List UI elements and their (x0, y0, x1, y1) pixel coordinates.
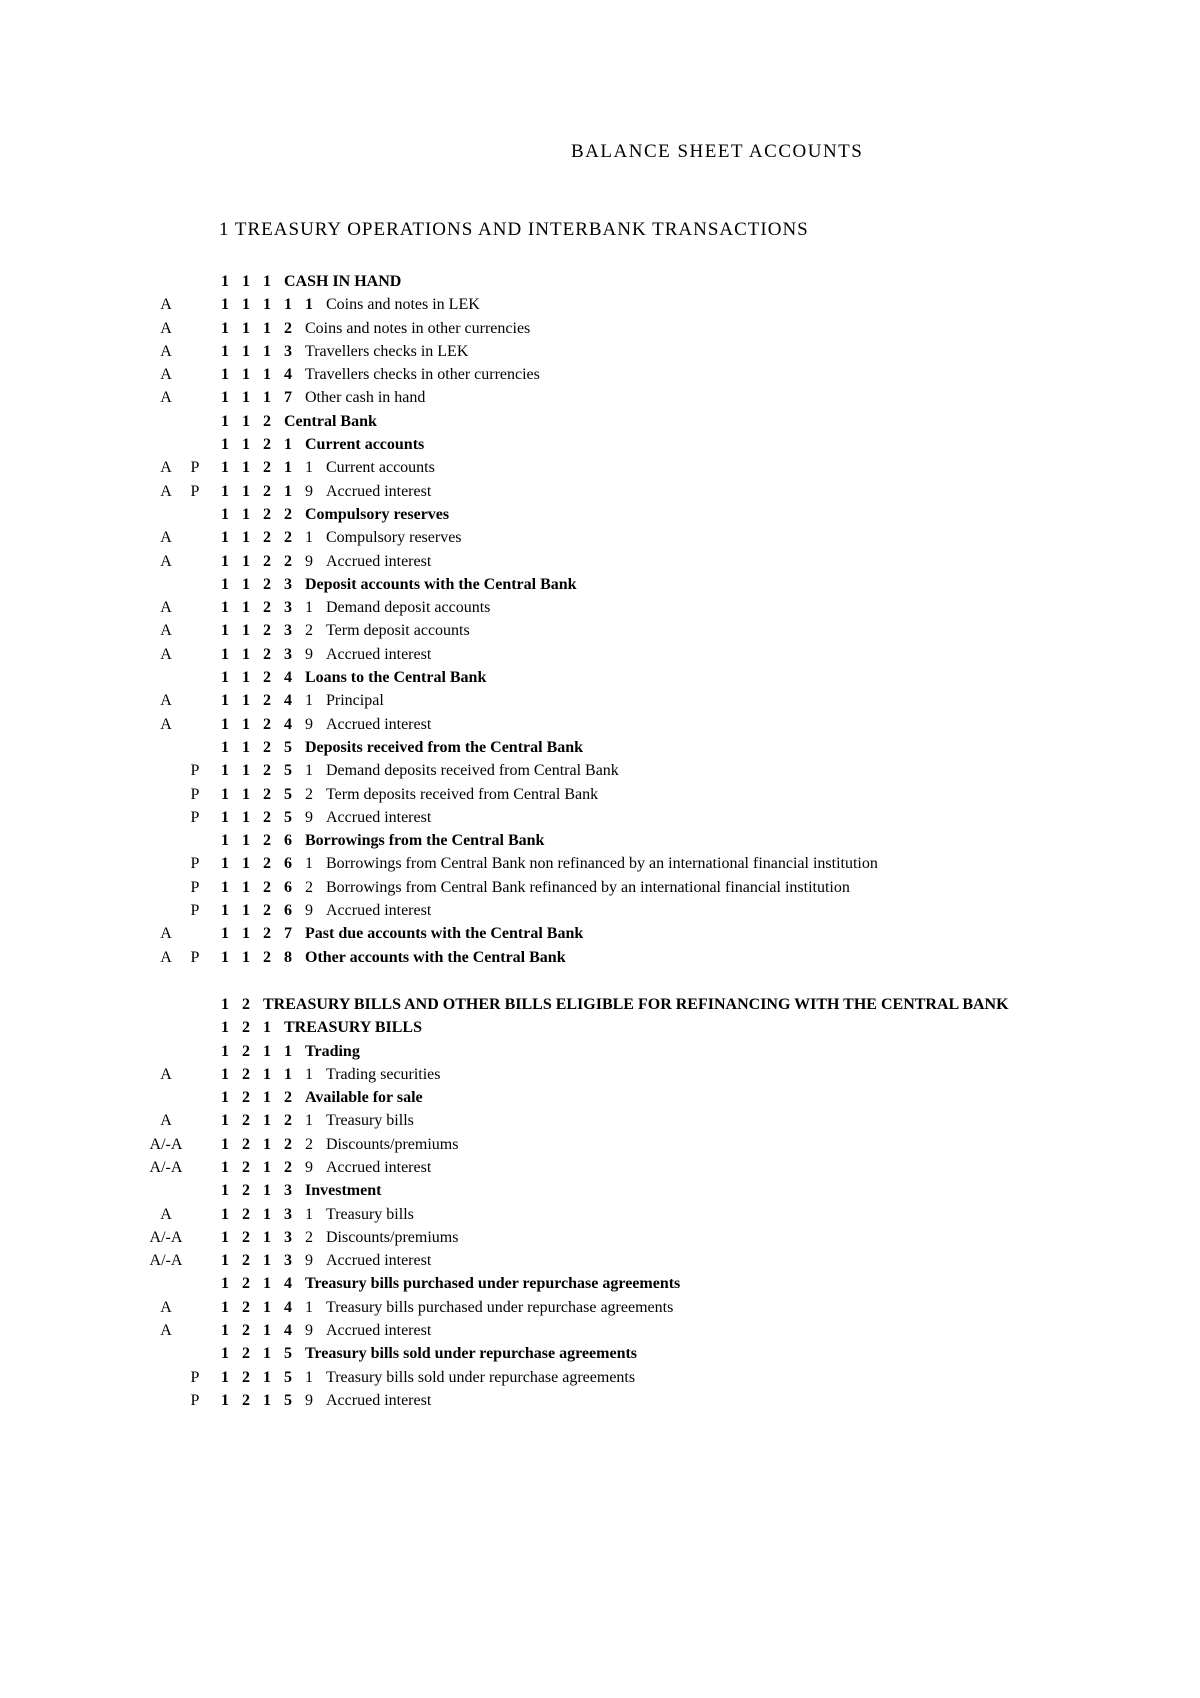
asset-type-marker: A (160, 692, 172, 710)
account-name: Borrowings from Central Bank non refinanced by an international financial institution (326, 855, 878, 873)
account-code (221, 922, 583, 945)
account-subcode: 9 (305, 645, 314, 663)
account-number: 1 1 2 3 (221, 575, 293, 593)
account-code (221, 293, 480, 316)
account-code (221, 806, 431, 829)
account-row (0, 1389, 1200, 1412)
account-number: 1 1 1 1 (221, 296, 293, 314)
account-code (221, 1109, 414, 1132)
account-row (0, 1226, 1200, 1249)
account-name: Travellers checks in LEK (305, 342, 469, 360)
account-number: 1 1 2 2 (221, 505, 293, 523)
account-number: 1 2 1 5 (221, 1368, 293, 1386)
asset-type-marker: A/-A (149, 1158, 183, 1176)
account-subcode: 9 (305, 1322, 314, 1340)
account-code (221, 1226, 458, 1249)
account-row (0, 1249, 1200, 1272)
liability-type-marker: P (190, 1391, 200, 1409)
account-row (0, 1319, 1200, 1342)
asset-type-marker: A (160, 389, 172, 407)
account-code (221, 1063, 441, 1086)
liability-type-marker: P (190, 948, 200, 966)
account-name: Accrued interest (326, 1158, 432, 1176)
account-number: 1 2 1 2 (221, 1112, 293, 1130)
account-code (221, 1016, 422, 1039)
account-number: 1 1 2 3 (221, 599, 293, 617)
account-row (0, 1133, 1200, 1156)
account-row (0, 317, 1200, 340)
account-name: Loans to the Central Bank (305, 669, 487, 687)
account-number: 1 1 2 4 (221, 669, 293, 687)
account-row (0, 1203, 1200, 1226)
account-name: Borrowings from Central Bank refinanced by an international financial institution (326, 878, 850, 896)
account-code (221, 643, 431, 666)
account-number: 1 2 1 3 (221, 1205, 293, 1223)
account-name: Accrued interest (326, 1252, 432, 1270)
account-subcode: 1 (305, 529, 314, 547)
account-name: Trading (305, 1042, 360, 1060)
account-number: 1 1 2 5 (221, 808, 293, 826)
account-row (0, 736, 1200, 759)
account-name: Trading securities (326, 1065, 441, 1083)
account-name: Current accounts (326, 459, 435, 477)
account-number: 1 1 2 3 (221, 645, 293, 663)
account-code (221, 736, 583, 759)
account-number: 1 1 2 6 (221, 902, 293, 920)
account-row (0, 643, 1200, 666)
account-subcode: 9 (305, 1252, 314, 1270)
account-code (221, 1319, 431, 1342)
account-number: 1 1 2 6 (221, 832, 293, 850)
account-code (221, 456, 435, 479)
asset-type-marker: A (160, 342, 172, 360)
account-row (0, 852, 1200, 875)
account-number: 1 1 2 4 (221, 692, 293, 710)
account-name: Accrued interest (326, 645, 432, 663)
liability-type-marker: P (190, 878, 200, 896)
account-row (0, 806, 1200, 829)
account-number: 1 1 2 (221, 412, 272, 430)
account-subcode: 1 (305, 459, 314, 477)
account-name: Borrowings from the Central Bank (305, 832, 545, 850)
account-name: Treasury bills sold under repurchase agreements (305, 1345, 638, 1363)
account-row (0, 410, 1200, 433)
asset-type-marker: A (160, 925, 172, 943)
account-subcode: 1 (305, 1205, 314, 1223)
asset-type-marker: A (160, 552, 172, 570)
account-subcode: 1 (305, 296, 314, 314)
account-subcode: 2 (305, 785, 314, 803)
account-code (221, 363, 540, 386)
account-name: Discounts/premiums (326, 1228, 459, 1246)
account-name: TREASURY BILLS AND OTHER BILLS ELIGIBLE FOR REFINANCING WITH THE CENTRAL BANK (263, 995, 1009, 1013)
account-subcode: 1 (305, 599, 314, 617)
account-number: 1 1 1 7 (221, 389, 293, 407)
account-subcode: 1 (305, 1298, 314, 1316)
account-row (0, 993, 1200, 1016)
asset-type-marker: A (160, 529, 172, 547)
account-number: 1 2 1 2 (221, 1158, 293, 1176)
account-subcode: 9 (305, 715, 314, 733)
account-name: Term deposits received from Central Bank (326, 785, 599, 803)
account-code (221, 503, 449, 526)
liability-type-marker: P (190, 1368, 200, 1386)
account-code (221, 596, 490, 619)
account-code (221, 783, 598, 806)
account-code (221, 1389, 431, 1412)
asset-type-marker: A (160, 1065, 172, 1083)
account-name: Deposit accounts with the Central Bank (305, 575, 577, 593)
account-number: 1 1 1 2 (221, 319, 293, 337)
account-name: Coins and notes in LEK (326, 296, 480, 314)
account-row (0, 363, 1200, 386)
account-row (0, 1179, 1200, 1202)
asset-type-marker: A (160, 599, 172, 617)
account-subcode: 1 (305, 855, 314, 873)
account-subcode: 9 (305, 1158, 314, 1176)
account-code (221, 526, 462, 549)
account-subcode: 2 (305, 622, 314, 640)
account-code (221, 317, 530, 340)
account-name: Coins and notes in other currencies (305, 319, 531, 337)
account-number: 1 2 1 1 (221, 1042, 293, 1060)
account-row (0, 270, 1200, 293)
account-name: Accrued interest (326, 1391, 432, 1409)
account-code (221, 270, 401, 293)
account-name: Accrued interest (326, 808, 432, 826)
account-name: Accrued interest (326, 552, 432, 570)
account-name: Principal (326, 692, 384, 710)
account-subcode: 1 (305, 692, 314, 710)
account-number: 1 2 (221, 995, 251, 1013)
asset-type-marker: A (160, 1112, 172, 1130)
account-row (0, 689, 1200, 712)
account-number: 1 1 2 5 (221, 738, 293, 756)
account-name: Available for sale (305, 1089, 423, 1107)
account-name: TREASURY BILLS (284, 1019, 422, 1037)
account-subcode: 1 (305, 1368, 314, 1386)
account-number: 1 1 2 5 (221, 785, 293, 803)
account-number: 1 2 1 3 (221, 1228, 293, 1246)
account-name: Central Bank (284, 412, 377, 430)
account-subcode: 1 (305, 1065, 314, 1083)
account-code (221, 1040, 360, 1063)
account-code (221, 759, 619, 782)
account-code (221, 1296, 673, 1319)
account-code (221, 829, 544, 852)
account-name: Other cash in hand (305, 389, 426, 407)
asset-type-marker: A (160, 1298, 172, 1316)
account-code (221, 410, 377, 433)
document-title: BALANCE SHEET ACCOUNTS (571, 141, 864, 162)
account-number: 1 1 1 3 (221, 342, 293, 360)
account-subcode: 9 (305, 808, 314, 826)
account-subcode: 1 (305, 762, 314, 780)
account-number: 1 1 2 2 (221, 529, 293, 547)
liability-type-marker: P (190, 808, 200, 826)
account-row (0, 386, 1200, 409)
account-code (221, 573, 577, 596)
liability-type-marker: P (190, 459, 200, 477)
account-row (0, 1040, 1200, 1063)
account-row (0, 550, 1200, 573)
account-number: 1 1 2 3 (221, 622, 293, 640)
account-row (0, 340, 1200, 363)
account-subcode: 9 (305, 482, 314, 500)
account-row (0, 1366, 1200, 1389)
account-code (221, 340, 468, 363)
asset-type-marker: A (160, 296, 172, 314)
asset-type-marker: A (160, 645, 172, 663)
account-code (221, 1203, 414, 1226)
account-name: Treasury bills (326, 1205, 414, 1223)
account-code (221, 946, 566, 969)
account-row (0, 946, 1200, 969)
account-row (0, 1063, 1200, 1086)
account-subcode: 9 (305, 902, 314, 920)
account-name: Accrued interest (326, 1322, 432, 1340)
account-code (221, 433, 424, 456)
account-number: 1 1 2 1 (221, 459, 293, 477)
liability-type-marker: P (190, 855, 200, 873)
account-code (221, 713, 431, 736)
account-number: 1 2 1 2 (221, 1135, 293, 1153)
account-number: 1 2 1 5 (221, 1345, 293, 1363)
account-number: 1 1 2 7 (221, 925, 293, 943)
account-name: Accrued interest (326, 715, 432, 733)
account-number: 1 1 1 4 (221, 366, 293, 384)
account-name: Travellers checks in other currencies (305, 366, 540, 384)
account-name: Treasury bills sold under repurchase agreements (326, 1368, 636, 1386)
asset-type-marker: A (160, 482, 172, 500)
account-code (221, 480, 431, 503)
account-number: 1 2 1 3 (221, 1252, 293, 1270)
account-number: 1 2 1 4 (221, 1298, 293, 1316)
account-code (221, 619, 470, 642)
account-name: Treasury bills (326, 1112, 414, 1130)
account-name: Treasury bills purchased under repurchase agreements (305, 1275, 681, 1293)
account-row (0, 666, 1200, 689)
asset-type-marker: A (160, 1322, 172, 1340)
asset-type-marker: A/-A (149, 1252, 183, 1270)
account-row (0, 759, 1200, 782)
account-row (0, 619, 1200, 642)
account-name: Past due accounts with the Central Bank (305, 925, 584, 943)
account-name: Investment (305, 1182, 382, 1200)
account-number: 1 2 1 4 (221, 1322, 293, 1340)
account-subcode: 2 (305, 878, 314, 896)
liability-type-marker: P (190, 762, 200, 780)
account-name: Deposits received from the Central Bank (305, 738, 584, 756)
account-name: Other accounts with the Central Bank (305, 948, 566, 966)
account-name: Term deposit accounts (326, 622, 470, 640)
account-name: Discounts/premiums (326, 1135, 459, 1153)
account-code (221, 899, 431, 922)
account-number: 1 1 2 4 (221, 715, 293, 733)
asset-type-marker: A/-A (149, 1135, 183, 1153)
account-subcode: 1 (305, 1112, 314, 1130)
account-number: 1 2 1 (221, 1019, 272, 1037)
account-row (0, 1109, 1200, 1132)
account-number: 1 1 2 1 (221, 436, 293, 454)
account-number: 1 2 1 5 (221, 1391, 293, 1409)
account-code (221, 1133, 458, 1156)
account-subcode: 2 (305, 1135, 314, 1153)
account-number: 1 1 2 2 (221, 552, 293, 570)
account-name: Treasury bills purchased under repurchase agreements (326, 1298, 674, 1316)
account-row (0, 1342, 1200, 1365)
account-row (0, 1156, 1200, 1179)
account-row (0, 1272, 1200, 1295)
account-code (221, 1179, 381, 1202)
account-number: 1 2 1 2 (221, 1089, 293, 1107)
account-row (0, 783, 1200, 806)
account-row (0, 1086, 1200, 1109)
account-name: Compulsory reserves (326, 529, 462, 547)
account-code (221, 1342, 637, 1365)
account-list (0, 270, 1200, 1412)
account-code (221, 1156, 431, 1179)
account-row (0, 899, 1200, 922)
asset-type-marker: A (160, 319, 172, 337)
account-code (221, 1249, 431, 1272)
account-name: Current accounts (305, 436, 425, 454)
account-number: 1 1 2 1 (221, 482, 293, 500)
account-name: Demand deposits received from Central Bank (326, 762, 619, 780)
account-number: 1 1 1 (221, 273, 272, 290)
account-code (221, 993, 1009, 1016)
account-code (221, 876, 850, 899)
account-number: 1 1 2 5 (221, 762, 293, 780)
account-code (221, 386, 425, 409)
asset-type-marker: A/-A (149, 1228, 183, 1246)
account-code (221, 550, 431, 573)
account-row (0, 503, 1200, 526)
asset-type-marker: A (160, 715, 172, 733)
account-code (221, 689, 384, 712)
account-name: Accrued interest (326, 482, 432, 500)
asset-type-marker: A (160, 622, 172, 640)
account-code (221, 666, 486, 689)
account-row (0, 480, 1200, 503)
account-name: Accrued interest (326, 902, 432, 920)
account-row (0, 526, 1200, 549)
liability-type-marker: P (190, 902, 200, 920)
account-subcode: 2 (305, 1228, 314, 1246)
account-name: Compulsory reserves (305, 505, 450, 523)
account-number: 1 2 1 3 (221, 1182, 293, 1200)
account-row (0, 573, 1200, 596)
account-code (221, 852, 878, 875)
account-number: 1 1 2 6 (221, 855, 293, 873)
section-title: 1 TREASURY OPERATIONS AND INTERBANK TRANSACTIONS (219, 219, 809, 240)
account-name: Demand deposit accounts (326, 599, 491, 617)
account-row (0, 829, 1200, 852)
account-code (221, 1366, 635, 1389)
account-subcode: 9 (305, 1391, 314, 1409)
account-code (221, 1086, 423, 1109)
account-number: 1 1 2 6 (221, 878, 293, 896)
account-number: 1 2 1 4 (221, 1275, 293, 1293)
liability-type-marker: P (190, 482, 200, 500)
asset-type-marker: A (160, 1205, 172, 1223)
account-row (0, 1296, 1200, 1319)
account-code (221, 1272, 680, 1295)
liability-type-marker: P (190, 785, 200, 803)
account-row (0, 596, 1200, 619)
account-name: CASH IN HAND (284, 273, 402, 290)
account-number: 1 2 1 1 (221, 1065, 293, 1083)
account-row (0, 876, 1200, 899)
account-row (0, 713, 1200, 736)
account-row (0, 433, 1200, 456)
account-number: 1 1 2 8 (221, 948, 293, 966)
account-row (0, 293, 1200, 316)
asset-type-marker: A (160, 459, 172, 477)
asset-type-marker: A (160, 366, 172, 384)
account-row (0, 1016, 1200, 1039)
account-subcode: 9 (305, 552, 314, 570)
account-row (0, 922, 1200, 945)
account-row (0, 456, 1200, 479)
asset-type-marker: A (160, 948, 172, 966)
